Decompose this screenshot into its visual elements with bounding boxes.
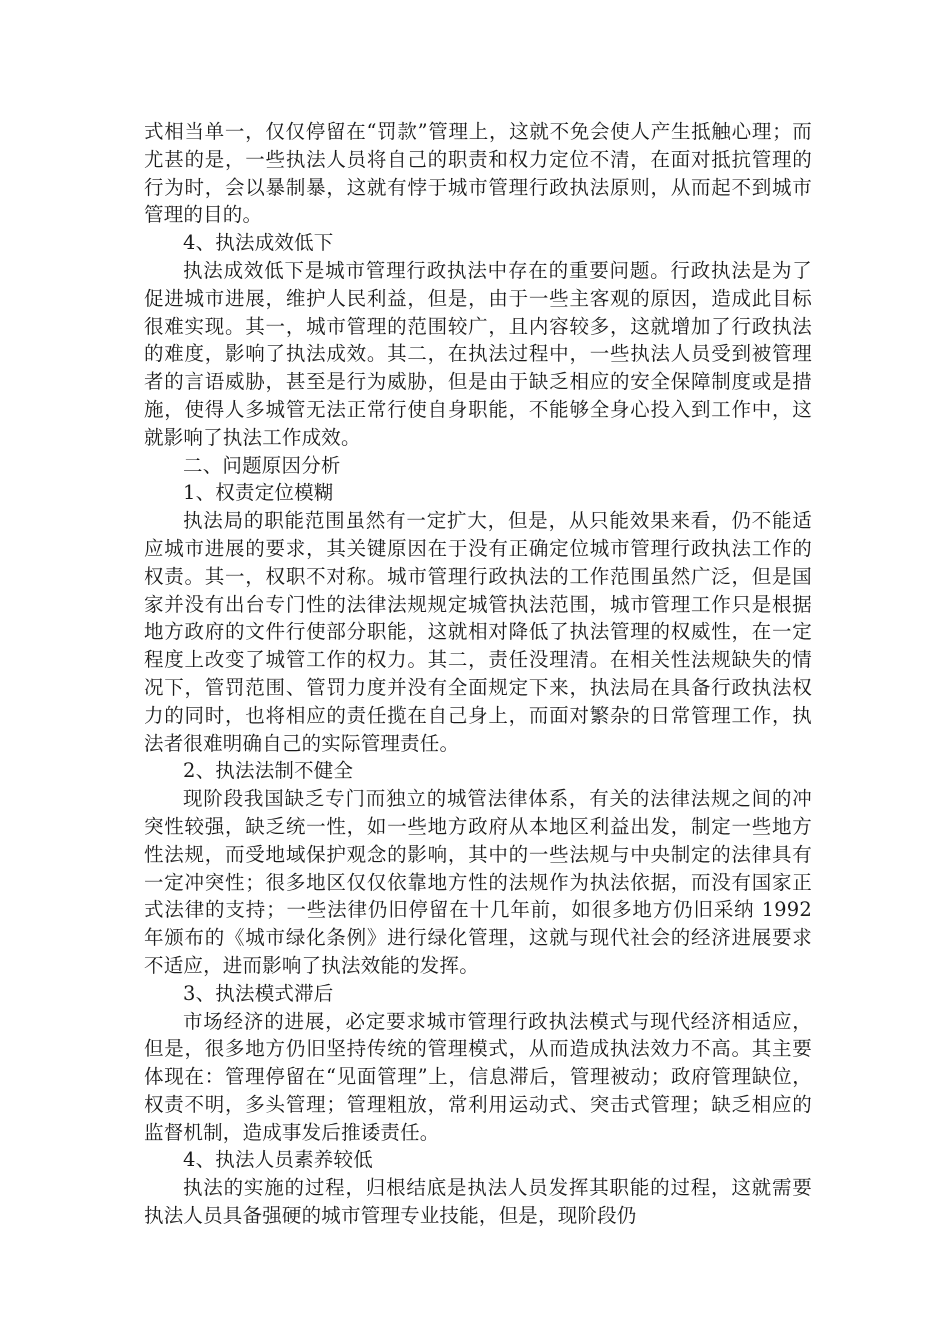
heading-enforcement-effectiveness: 4、执法成效低下 xyxy=(183,231,334,255)
heading-personnel-quality: 4、执法人员素养较低 xyxy=(183,1148,373,1172)
section-heading-cause-analysis: 二、问题原因分析 xyxy=(183,453,341,477)
paragraph-personnel-quality: 执法的实施的过程，归根结底是执法人员发挥其职能的过程，这就需要执法人员具备强硬的城市管理专业技能，但是，现阶段仍 xyxy=(144,1176,812,1228)
heading-enforcement-mode: 3、执法模式滞后 xyxy=(183,981,334,1005)
paragraph-continuation: 式相当单一，仅仅停留在“罚款”管理上，这就不免会使人产生抵触心理；而尤甚的是，一些执法人员将自己的职责和权力定位不清，在面对抵抗管理的行为时，会以暴制暴，这就有悖于城市管理行政执法原则，从而起不到城市管理的目的。 xyxy=(144,120,812,227)
document-body xyxy=(144,118,812,1230)
paragraph-enforcement-mode: 市场经济的进展，必定要求城市管理行政执法模式与现代经济相适应，但是，很多地方仍旧坚持传统的管理模式，从而造成执法效力不高。其主要体现在：管理停留在“见面管理”上，信息滞后，管理被动；政府管理缺位，权责不明，多头管理；管理粗放，常利用运动式、突击式管理；缺乏相应的监督机制，造成事发后推诿责任。 xyxy=(144,1009,812,1144)
heading-responsibility-positioning: 1、权责定位模糊 xyxy=(183,481,334,505)
heading-legal-system: 2、执法法制不健全 xyxy=(183,759,354,783)
paragraph-legal-system: 现阶段我国缺乏专门而独立的城管法律体系，有关的法律法规之间的冲突性较强，缺乏统一性，如一些地方政府从本地区利益出发，制定一些地方性法规，而受地域保护观念的影响，其中的一些法规与中央制定的法律具有一定冲突性；很多地区仅仅依靠地方性的法规作为执法依据，而没有国家正式法律的支持；一些法律仍旧停留在十几年前，如很多地方仍旧采纳 1992 年颁布的《城市绿化条例》进行绿化管理，这就与现代社会的经济进展要求不适应，进而影响了执法效能的发挥。 xyxy=(144,787,812,977)
paragraph-enforcement-effectiveness: 执法成效低下是城市管理行政执法中存在的重要问题。行政执法是为了促进城市进展，维护人民利益，但是，由于一些主客观的原因，造成此目标很难实现。其一，城市管理的范围较广，且内容较多，这就增加了行政执法的难度，影响了执法成效。其二，在执法过程中，一些执法人员受到被管理者的言语威胁，甚至是行为威胁，但是由于缺乏相应的安全保障制度或是措施，使得人多城管无法正常行使自身职能，不能够全身心投入到工作中，这就影响了执法工作成效。 xyxy=(144,258,812,449)
paragraph-responsibility-positioning: 执法局的职能范围虽然有一定扩大，但是，从只能效果来看，仍不能适应城市进展的要求，其关键原因在于没有正确定位城市管理行政执法工作的权责。其一，权职不对称。城市管理行政执法的工作范围虽然广泛，但是国家并没有出台专门性的法律法规规定城管执法范围，城市管理工作只是根据地方政府的文件行使部分职能，这就相对降低了执法管理的权威性，在一定程度上改变了城管工作的权力。其二，责任没理清。在相关性法规缺失的情况下，管罚范围、管罚力度并没有全面规定下来，执法局在具备行政执法权力的同时，也将相应的责任揽在自己身上，而面对繁杂的日常管理工作，执法者很难明确自己的实际管理责任。 xyxy=(144,509,812,755)
